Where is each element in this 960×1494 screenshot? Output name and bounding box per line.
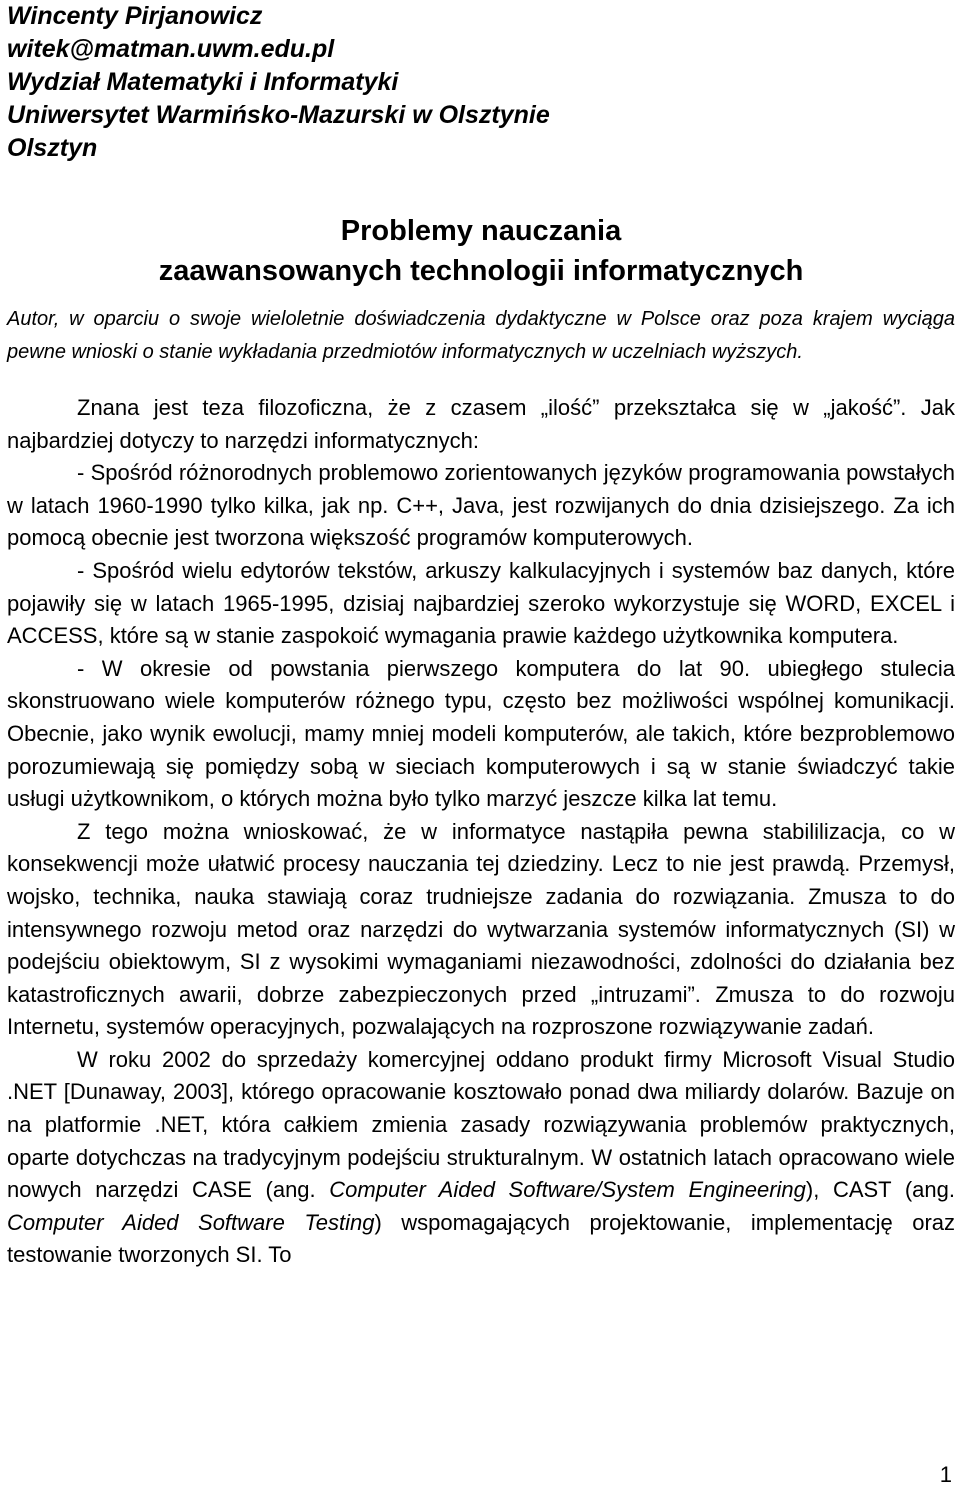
paragraph: Znana jest teza filozoficzna, że z czasem „ilość” przekształca się w „jakość”. Jak najbardziej dotyczy to narzędzi informatycznych: [7,395,955,453]
author-city: Olsztyn [7,134,98,162]
paragraph: - Spośród różnorodnych problemowo zorientowanych języków programowania powstałych w latach 1960-1990 tylko kilka, jak np. C++, Java, jest rozwijanych do dnia dzisiejszego. Za ich pomocą obecnie jest tworzona większość programów komputerowych. [7,460,955,551]
document-page [7,0,955,1272]
page-number: 1 [939,1462,952,1487]
author-faculty: Wydział Matematyki i Informatyki [7,68,399,96]
author-university: Uniwersytet Warmińsko-Mazurski w Olsztynie [7,101,550,129]
author-name: Wincenty Pirjanowicz [7,2,263,30]
paper-title [7,211,955,291]
term-case: Computer Aided Software/System Engineering [329,1177,806,1203]
paragraph-text: W roku 2002 do sprzedaży komercyjnej oddano produkt firmy Microsoft Visual Studio .NET [Dunaway, 2003], którego opracowanie kosztowało ponad dwa miliardy dolarów. Bazuje on na platformie .NET, która całkiem zmienia zasady rozwiązywania problemów praktycznych, oparte dotychczas na tradycyjnym podejściu strukturalnym. W ostatnich latach opracowano wiele nowych narzędzi CASE (ang. [7,1046,955,1203]
paragraph: - Spośród wielu edytorów tekstów, arkuszy kalkulacyjnych i systemów baz danych, które pojawiły się w latach 1965-1995, dzisiaj najbardziej szeroko wykorzystuje się WORD, EXCEL i ACCESS, które są w stanie zaspokoić wymagania prawie każdego użytkownika komputera. [7,557,955,649]
body-text [7,392,955,1272]
abstract: Autor, w oparciu o swoje wieloletnie doświadczenia dydaktyczne w Polsce oraz poza krajem wyciąga pewne wnioski o stanie wykładania przedmiotów informatycznych w uczelniach wyższych. [7,308,955,363]
author-block [7,0,955,165]
paragraph-last [7,1044,955,1272]
title-line-2: zaawansowanych technologii informatycznych [158,255,804,287]
paragraph: Z tego można wnioskować, że w informatyce nastąpiła pewna stabililizacja, co w konsekwencji może ułatwić procesy nauczania tej dziedziny. Lecz to nie jest prawdą. Przemysł, wojsko, technika, nauka stawiają coraz trudniejsze zadania do rozwiązania. Zmusza to do intensywnego rozwoju metod oraz narzędzi do wytwarzania systemów informatycznych (SI) w podejściu obiektowym, SI z wysokimi wymaganiami niezawodności, zdolności do działania bez katastroficznych awarii, dobrze zabezpieczonych przed „intruzami”. Zmusza to do rozwoju Internetu, systemów operacyjnych, pozwalających na rozproszone rozwiązywanie zadań. [7,818,955,1040]
title-line-1: Problemy nauczania [340,215,622,247]
paragraph-text: ) wspomagających projektowanie, implementację oraz testowanie tworzonych SI. To [7,1209,956,1268]
paragraph-text: ), CAST (ang. [805,1177,955,1203]
author-email: witek@matman.uwm.edu.pl [7,35,335,63]
paragraph: - W okresie od powstania pierwszego komputera do lat 90. ubiegłego stulecia skonstruowano wiele komputerów różnego typu, często bez możliwości wspólnej komunikacji. Obecnie, jako wynik ewolucji, mamy mniej modeli komputerów, ale takich, które bezproblemowo porozumiewają się pomiędzy sobą w sieciach komputerowych i są w stanie świadczyć takie usługi użytkownikom, o których można było tylko marzyć jeszcze kilka lat temu. [7,655,955,812]
term-cast: Computer Aided Software Testing [7,1209,375,1235]
